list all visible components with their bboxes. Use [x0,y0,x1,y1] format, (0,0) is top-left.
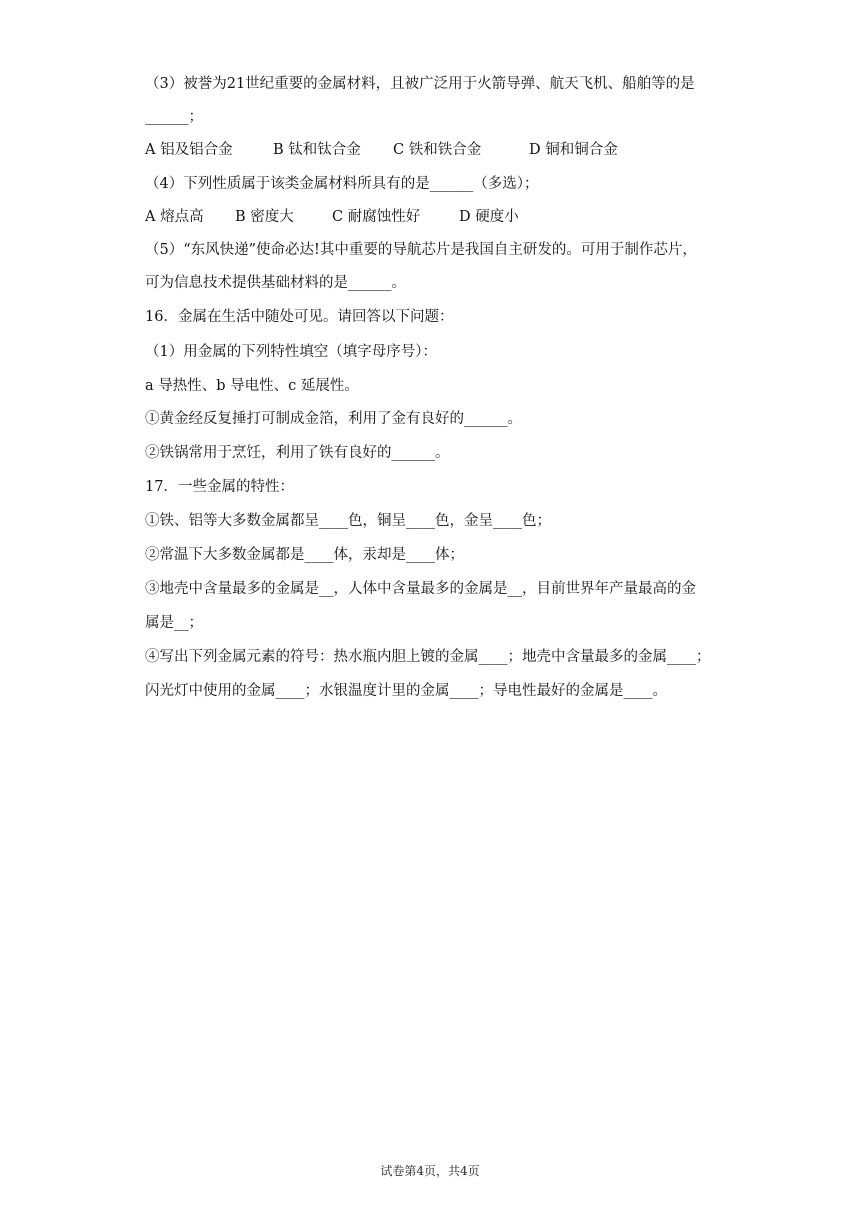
q16-item1: ①黄金经反复捶打可制成金箔，利用了金有良好的______。 [145,411,522,427]
q15-sub3-options [145,140,745,160]
q15-sub3-line2: ______； [145,109,203,125]
page-footer: 试卷第4页，共4页 [380,1164,480,1178]
q16-sub1: （1）用金属的下列特性填空（填字母序号）： [145,344,437,360]
q15-sub5-line1: （5）“东风快递”使命必达!其中重要的导航芯片是我国自主研发的。可用于制作芯片， [145,242,697,258]
option-d: D 铜和铜合金 [529,142,618,158]
q17-item4-line1: ④写出下列金属元素的符号：热水瓶内胆上镀的金属____；地壳中含量最多的金属____； [145,649,711,665]
q16-item2: ②铁锅常用于烹饪，利用了铁有良好的______。 [145,445,450,461]
q16-props: a 导热性、b 导电性、c 延展性。 [145,378,359,394]
option-b: B 钛和钛合金 [273,142,361,158]
q15-sub4-line: （4）下列性质属于该类金属材料所具有的是______（多选）； [145,176,539,192]
option-c: C 铁和铁合金 [393,142,482,158]
q15-sub3-line1: （3）被誉为21世纪重要的金属材料，且被广泛用于火箭导弹、航天飞机、船舶等的是 [145,76,695,92]
option-c: C 耐腐蚀性好 [332,209,421,225]
q16-stem: 16．金属在生活中随处可见。请回答以下问题： [145,309,454,325]
q15-sub5-line2: 可为信息技术提供基础材料的是______。 [145,275,406,291]
q17-item4-line2: 闪光灯中使用的金属____；水银温度计里的金属____；导电性最好的金属是____。 [145,683,667,699]
q17-item2: ②常温下大多数金属都是____体，汞却是____体； [145,547,464,563]
option-d: D 硬度小 [459,209,519,225]
q17-item1: ①铁、铝等大多数金属都呈____色，铜呈____色，金呈____色； [145,513,551,529]
option-a: A 熔点高 [145,209,204,225]
q15-sub4-options [145,207,745,227]
option-a: A 铝及铝合金 [145,142,233,158]
q17-item3-line1: ③地壳中含量最多的金属是__，人体中含量最多的金属是__，目前世界年产量最高的金 [145,581,696,597]
q17-stem: 17．一些金属的特性： [145,479,294,495]
q17-item3-line2: 属是__； [145,615,203,631]
option-b: B 密度大 [235,209,294,225]
